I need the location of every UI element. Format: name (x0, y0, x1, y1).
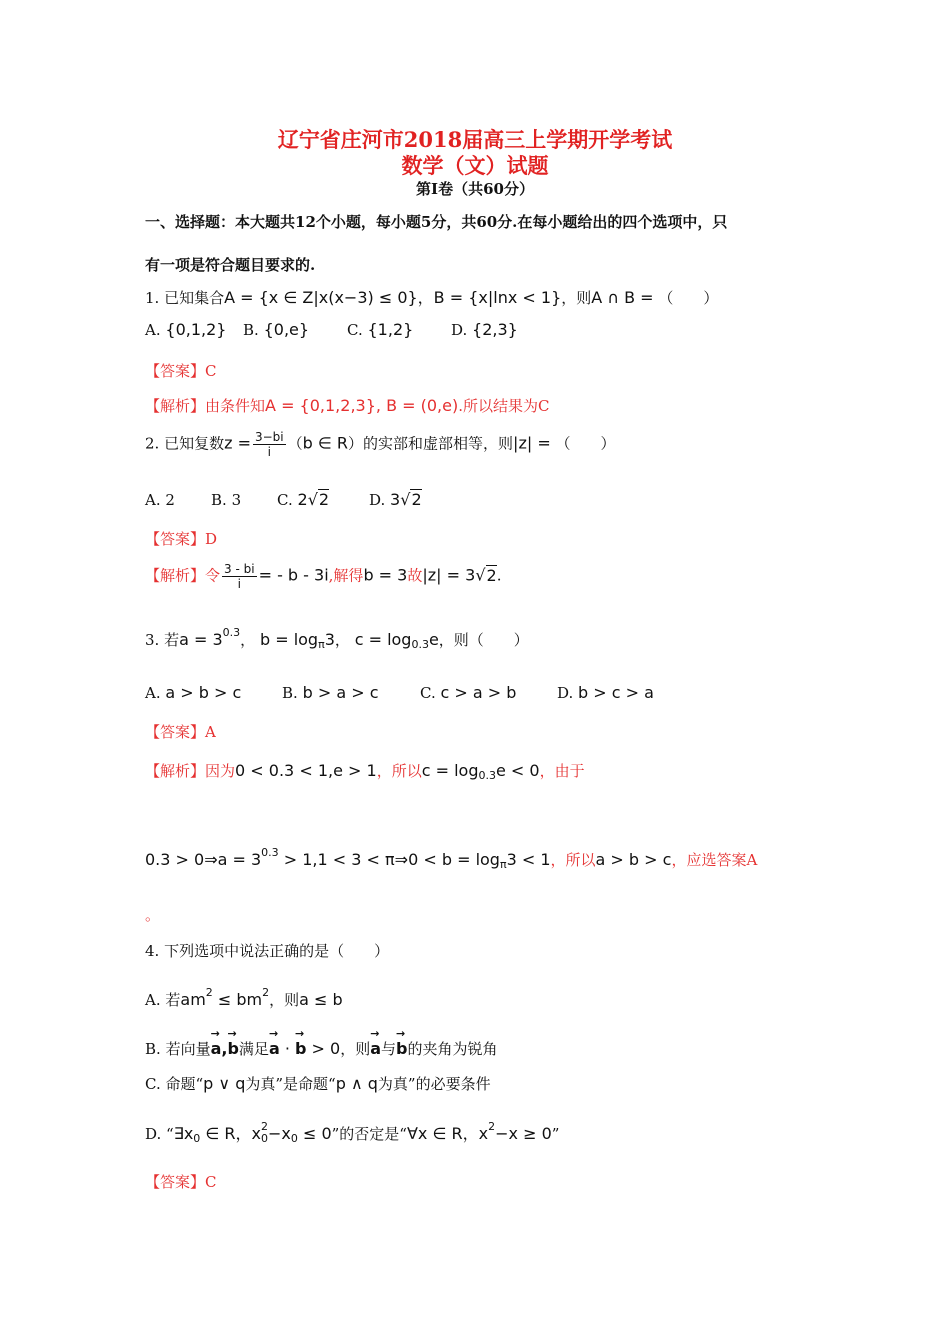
option-d: D. b > c > a (557, 683, 654, 702)
question-1-intersection: A ∩ B = (591, 288, 654, 307)
option-b: B. {0,e} (243, 320, 310, 339)
option-b: B. b > a > c (282, 683, 379, 702)
option-a: A. {0,1,2} (145, 320, 227, 339)
question-1-stem: 1. 已知集合 (145, 289, 225, 307)
option-a: A. 2 (145, 491, 175, 509)
question-3-analysis-continued: 0.3 > 0⇒a = $3^{0.3} > 1,1 < 3$ < π⇒0 < $b = \log_\pi 3 < 1$，所以a > b > c，应选答案A (145, 846, 758, 871)
doc-title: 辽宁省庄河市2018届高三上学期开学考试 (277, 127, 673, 152)
doc-subject-title: 数学（文）试题 (401, 153, 549, 178)
option-d: D. {2,3} (451, 320, 518, 339)
question-4-option-a: A. 若$am^2 \le bm^2$，则a ≤ b (145, 986, 343, 1009)
question-3-analysis: 【解析】因为0 < 0.3 < 1,e > 1，所以$c = \log_{0.3}e < 0$，由于 (145, 761, 585, 782)
fraction: $\frac{3-bi}{i}$ (254, 430, 284, 459)
option-a: A. a > b > c (145, 683, 242, 702)
question-3-options (145, 683, 654, 702)
option-c: C. {1,2} (347, 320, 414, 339)
fraction: $\frac{3 - bi}{i}$ (224, 562, 255, 591)
option-b: B. 3 (211, 491, 242, 509)
question-1: 1. 已知集合A = {x ∈ Z|x(x−3) ≤ 0}，B = {x|lnx < 1}，则A ∩ B = （ ） (145, 288, 719, 307)
option-d: D. 3√2 (369, 490, 422, 509)
question-3-answer: 【答案】A (145, 723, 216, 741)
paper-section-title: 第Ⅰ卷（共60分） (416, 180, 534, 198)
question-4-answer: 【答案】C (145, 1173, 217, 1191)
question-2: 2. 已知复数z = $\frac{3-bi}{i}$ （b ∈ R）的实部和虚部相等，则|z| = （ ） (145, 430, 616, 459)
question-2-options (145, 490, 422, 509)
section-instruction-line-2: 有一项是符合题目要求的. (145, 256, 316, 274)
question-1-options (145, 320, 518, 339)
section-instruction-line-1: 一、选择题：本大题共12个小题，每小题5分，共60分.在每小题给出的四个选项中，只 (145, 213, 728, 231)
question-2-analysis: 【解析】令 $\frac{3 - bi}{i}$ = - b - 3i,解得b = 3故|z| = 3√2. (145, 562, 502, 591)
question-4-option-c: C. 命题“p ∨ q为真”是命题“p ∧ q为真”的必要条件 (145, 1074, 491, 1093)
question-4: 4. 下列选项中说法正确的是（ ） (145, 942, 390, 960)
question-1-analysis: 【解析】由条件知A = {0,1,2,3}, B = (0,e).所以结果为C (145, 396, 550, 415)
question-1-answer: 【答案】C (145, 362, 217, 380)
question-4-option-b: B. 若向量→ a,→ b满足→ a · → b > 0，则→ a与→ b的夹角为锐角 (145, 1038, 498, 1059)
question-2-answer: 【答案】D (145, 530, 218, 548)
question-3: 3. 若$a = 3^{0.3}$， $b = \log_\pi 3$， $c = \log_{0.3}e$，则（ ） (145, 626, 529, 651)
question-3-analysis-end: 。 (145, 906, 161, 924)
option-c: C. 2√2 (277, 490, 330, 509)
option-c: C. c > a > b (420, 683, 517, 702)
question-4-option-d: D. “$\exists x_0$ ∈ R，$x_0^2-x_0 \le 0$”的否定是“∀x ∈ R，$x^2-x \ge 0$” (145, 1120, 560, 1145)
question-1-set-definitions: A = {x ∈ Z|x(x−3) ≤ 0}，B = {x|lnx < 1} (224, 288, 562, 307)
